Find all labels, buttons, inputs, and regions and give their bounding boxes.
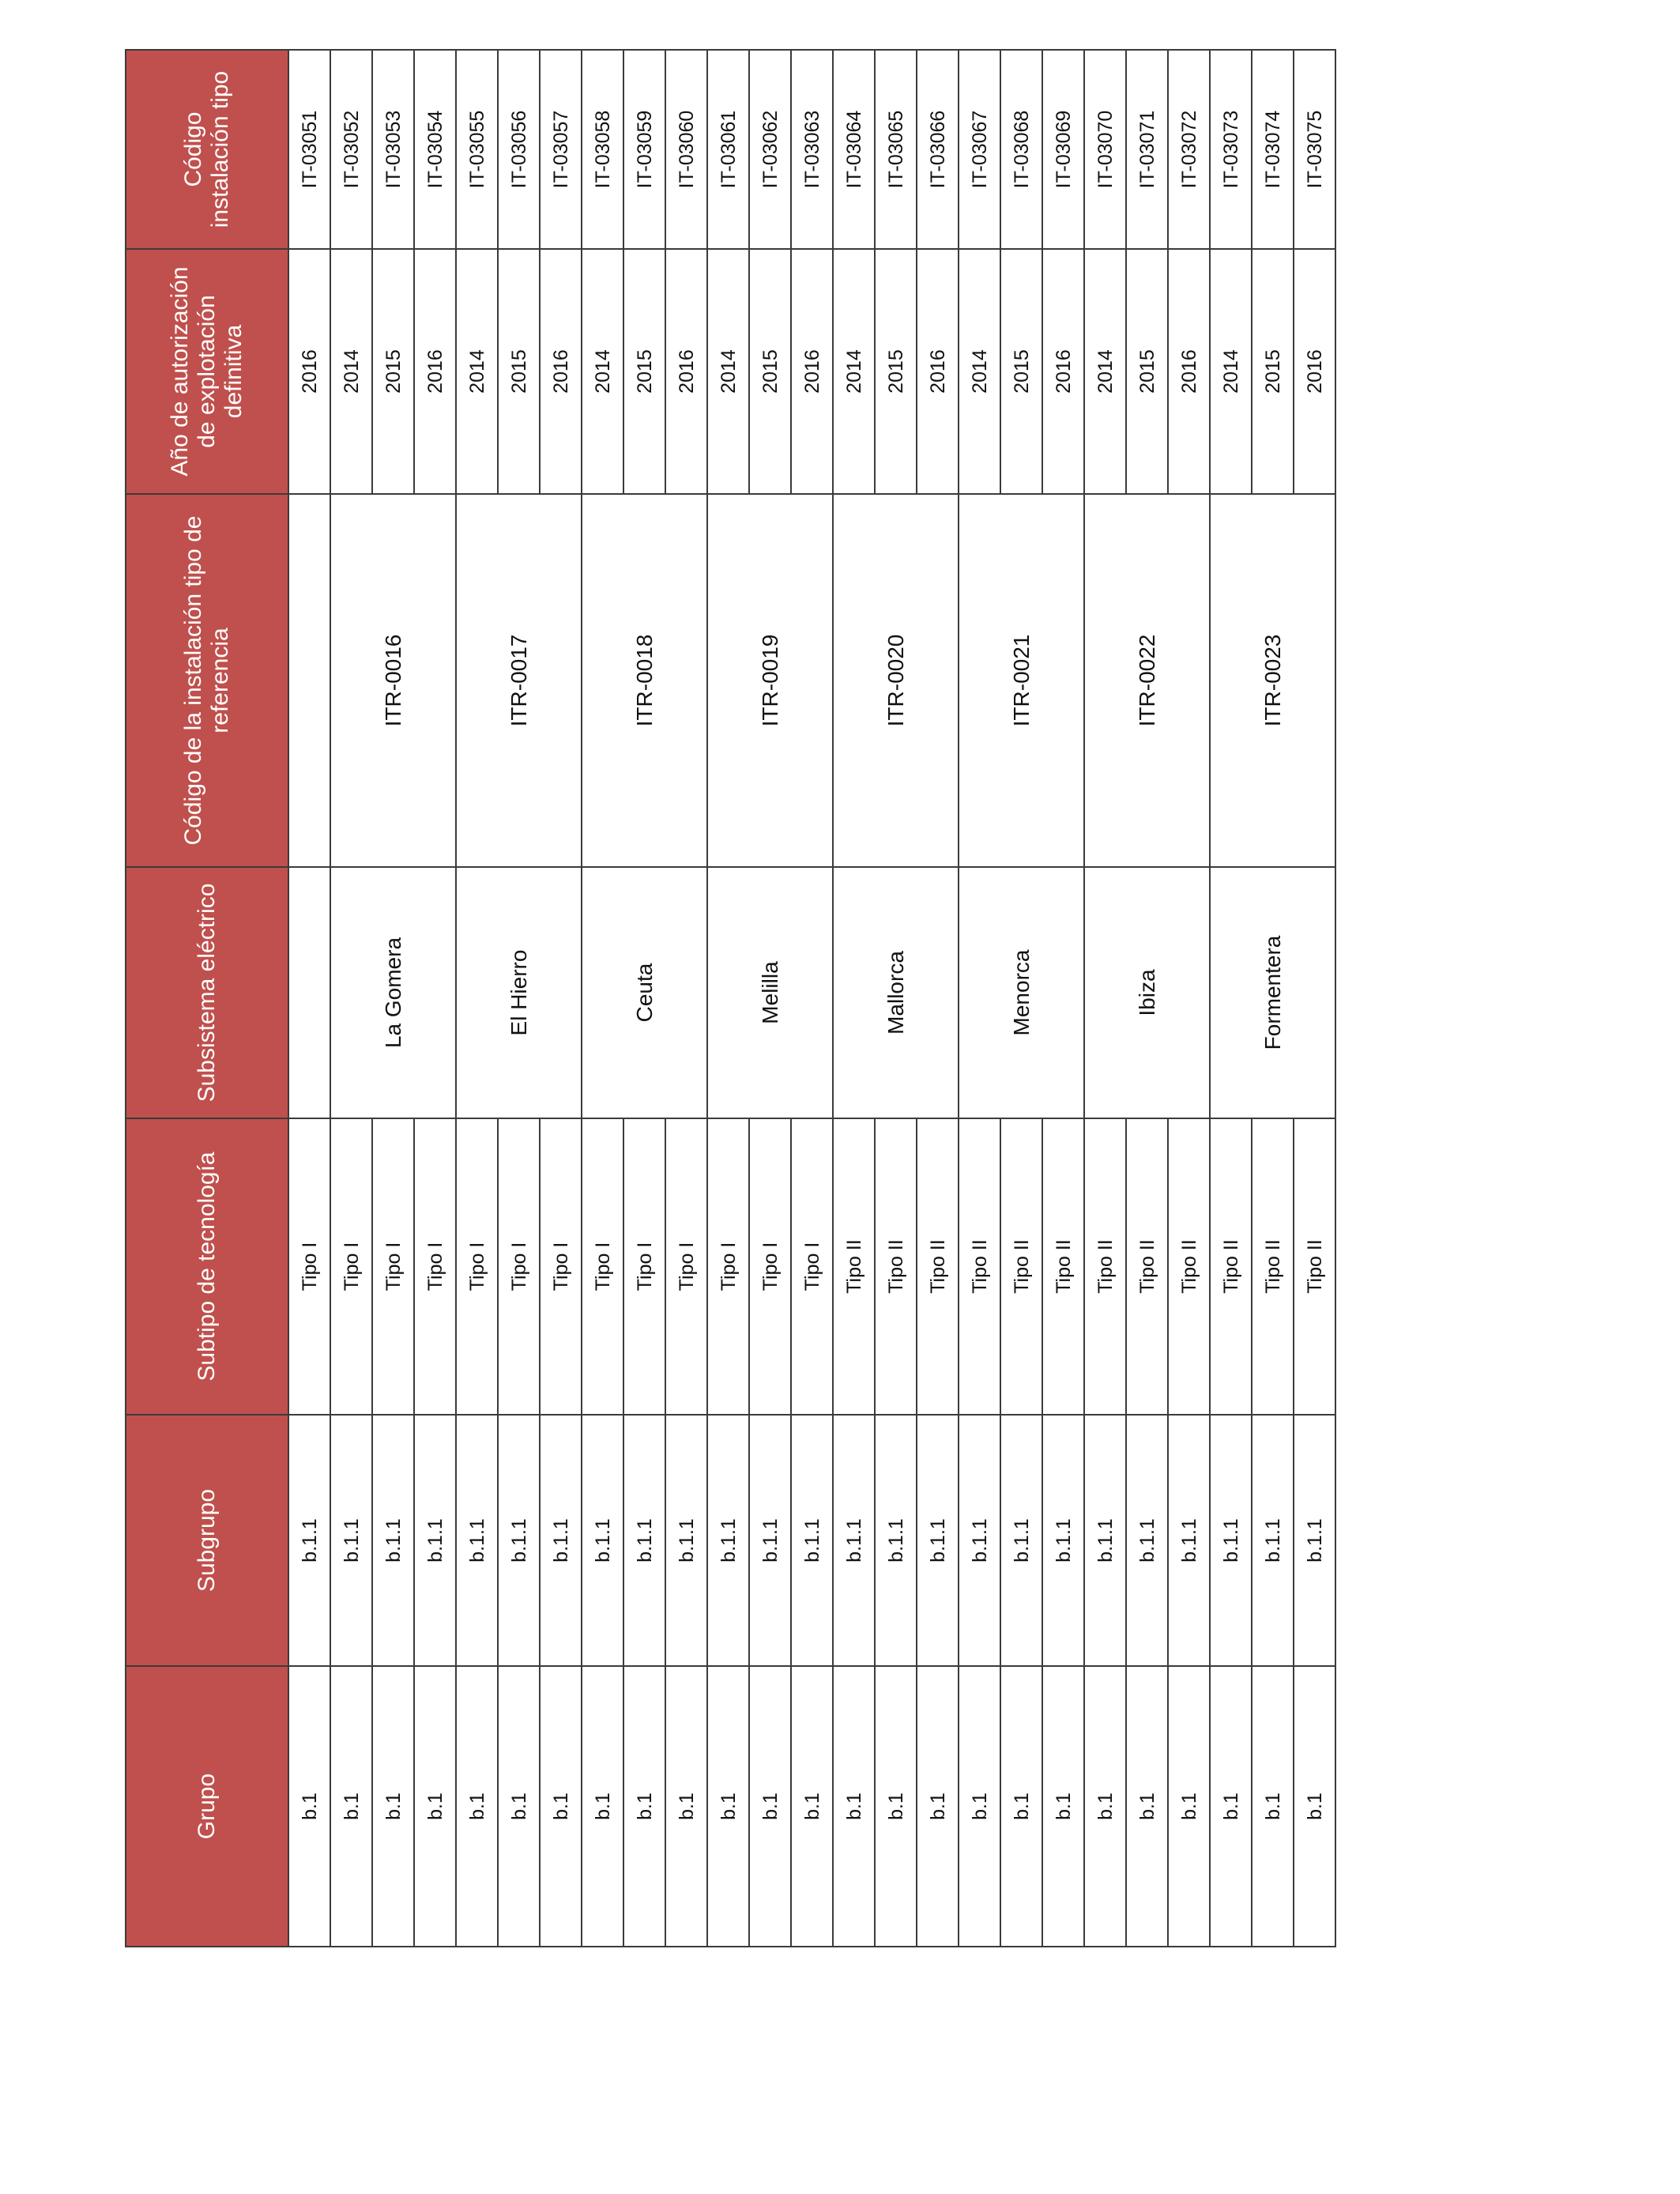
cell-grupo: b.1 bbox=[791, 1666, 833, 1947]
cell-grupo: b.1 bbox=[917, 1666, 959, 1947]
header-grupo: Grupo bbox=[126, 1666, 288, 1947]
cell-codigo-referencia: ITR-0018 bbox=[582, 494, 707, 867]
cell-grupo: b.1 bbox=[749, 1666, 791, 1947]
cell-grupo: b.1 bbox=[875, 1666, 917, 1947]
cell-grupo: b.1 bbox=[1294, 1666, 1335, 1947]
cell-subtipo: Tipo I bbox=[414, 1118, 456, 1415]
cell-subgrupo: b.1.1 bbox=[875, 1415, 917, 1666]
cell-subgrupo: b.1.1 bbox=[540, 1415, 582, 1666]
cell-anio: 2016 bbox=[1042, 249, 1084, 494]
cell-subgrupo: b.1.1 bbox=[959, 1415, 1000, 1666]
cell-subtipo: Tipo II bbox=[1210, 1118, 1252, 1415]
cell-subsistema bbox=[288, 867, 330, 1118]
cell-anio: 2016 bbox=[540, 249, 582, 494]
cell-grupo: b.1 bbox=[1168, 1666, 1210, 1947]
cell-subtipo: Tipo II bbox=[1042, 1118, 1084, 1415]
cell-anio: 2014 bbox=[959, 249, 1000, 494]
cell-codigo-referencia: ITR-0019 bbox=[707, 494, 833, 867]
header-subsistema-electrico: Subsistema eléctrico bbox=[126, 867, 288, 1118]
cell-subsistema: El Hierro bbox=[456, 867, 582, 1118]
cell-subgrupo: b.1.1 bbox=[665, 1415, 707, 1666]
cell-anio: 2014 bbox=[582, 249, 623, 494]
header-codigo-instalacion-referencia: Código de la instalación tipo de referencia bbox=[126, 494, 288, 867]
cell-codigo-referencia bbox=[288, 494, 330, 867]
cell-subtipo: Tipo II bbox=[875, 1118, 917, 1415]
cell-codigo-referencia: ITR-0021 bbox=[959, 494, 1084, 867]
cell-grupo: b.1 bbox=[414, 1666, 456, 1947]
cell-subtipo: Tipo I bbox=[540, 1118, 582, 1415]
cell-subgrupo: b.1.1 bbox=[498, 1415, 540, 1666]
table-row bbox=[1210, 50, 1252, 1947]
cell-codigo-tipo: IT-03058 bbox=[582, 50, 623, 249]
cell-anio: 2016 bbox=[665, 249, 707, 494]
cell-codigo-referencia: ITR-0022 bbox=[1084, 494, 1210, 867]
cell-subtipo: Tipo I bbox=[707, 1118, 749, 1415]
cell-grupo: b.1 bbox=[623, 1666, 665, 1947]
cell-codigo-referencia: ITR-0023 bbox=[1210, 494, 1335, 867]
table-row bbox=[582, 50, 623, 1947]
cell-anio: 2014 bbox=[1084, 249, 1126, 494]
cell-subsistema: Formentera bbox=[1210, 867, 1335, 1118]
cell-anio: 2015 bbox=[1000, 249, 1042, 494]
cell-codigo-tipo: IT-03059 bbox=[623, 50, 665, 249]
cell-subgrupo: b.1.1 bbox=[372, 1415, 414, 1666]
cell-subgrupo: b.1.1 bbox=[707, 1415, 749, 1666]
table-row bbox=[833, 50, 875, 1947]
cell-anio: 2016 bbox=[288, 249, 330, 494]
cell-grupo: b.1 bbox=[1252, 1666, 1294, 1947]
cell-codigo-tipo: IT-03062 bbox=[749, 50, 791, 249]
cell-codigo-tipo: IT-03060 bbox=[665, 50, 707, 249]
cell-subsistema: Mallorca bbox=[833, 867, 959, 1118]
installation-type-table bbox=[125, 49, 1336, 1947]
table-body bbox=[288, 50, 1335, 1947]
cell-anio: 2014 bbox=[456, 249, 498, 494]
cell-anio: 2015 bbox=[623, 249, 665, 494]
cell-grupo: b.1 bbox=[288, 1666, 330, 1947]
header-row bbox=[126, 50, 288, 1947]
cell-codigo-tipo: IT-03054 bbox=[414, 50, 456, 249]
cell-subgrupo: b.1.1 bbox=[623, 1415, 665, 1666]
table-row bbox=[959, 50, 1000, 1947]
cell-codigo-tipo: IT-03069 bbox=[1042, 50, 1084, 249]
table-row bbox=[1084, 50, 1126, 1947]
cell-subtipo: Tipo II bbox=[833, 1118, 875, 1415]
header-codigo-instalacion-tipo: Código instalación tipo bbox=[126, 50, 288, 249]
cell-grupo: b.1 bbox=[540, 1666, 582, 1947]
cell-subgrupo: b.1.1 bbox=[1210, 1415, 1252, 1666]
table-row bbox=[330, 50, 372, 1947]
cell-subtipo: Tipo I bbox=[665, 1118, 707, 1415]
cell-anio: 2016 bbox=[791, 249, 833, 494]
cell-subtipo: Tipo II bbox=[1000, 1118, 1042, 1415]
cell-subtipo: Tipo I bbox=[330, 1118, 372, 1415]
cell-grupo: b.1 bbox=[1000, 1666, 1042, 1947]
cell-codigo-tipo: IT-03073 bbox=[1210, 50, 1252, 249]
cell-codigo-tipo: IT-03074 bbox=[1252, 50, 1294, 249]
cell-subgrupo: b.1.1 bbox=[1294, 1415, 1335, 1666]
cell-codigo-tipo: IT-03067 bbox=[959, 50, 1000, 249]
cell-subtipo: Tipo II bbox=[1252, 1118, 1294, 1415]
cell-subtipo: Tipo I bbox=[582, 1118, 623, 1415]
cell-anio: 2015 bbox=[372, 249, 414, 494]
cell-grupo: b.1 bbox=[372, 1666, 414, 1947]
cell-subtipo: Tipo II bbox=[1084, 1118, 1126, 1415]
cell-anio: 2016 bbox=[917, 249, 959, 494]
cell-codigo-tipo: IT-03066 bbox=[917, 50, 959, 249]
cell-subgrupo: b.1.1 bbox=[1126, 1415, 1168, 1666]
cell-grupo: b.1 bbox=[1042, 1666, 1084, 1947]
cell-subtipo: Tipo I bbox=[456, 1118, 498, 1415]
cell-grupo: b.1 bbox=[707, 1666, 749, 1947]
cell-codigo-referencia: ITR-0017 bbox=[456, 494, 582, 867]
cell-codigo-tipo: IT-03052 bbox=[330, 50, 372, 249]
cell-grupo: b.1 bbox=[582, 1666, 623, 1947]
cell-codigo-tipo: IT-03055 bbox=[456, 50, 498, 249]
cell-codigo-tipo: IT-03068 bbox=[1000, 50, 1042, 249]
table-row bbox=[456, 50, 498, 1947]
cell-subtipo: Tipo II bbox=[917, 1118, 959, 1415]
cell-subgrupo: b.1.1 bbox=[330, 1415, 372, 1666]
cell-codigo-tipo: IT-03053 bbox=[372, 50, 414, 249]
cell-subgrupo: b.1.1 bbox=[414, 1415, 456, 1666]
cell-subtipo: Tipo I bbox=[498, 1118, 540, 1415]
cell-codigo-tipo: IT-03056 bbox=[498, 50, 540, 249]
cell-subsistema: Ibiza bbox=[1084, 867, 1210, 1118]
cell-grupo: b.1 bbox=[330, 1666, 372, 1947]
cell-subsistema: La Gomera bbox=[330, 867, 456, 1118]
cell-subtipo: Tipo II bbox=[959, 1118, 1000, 1415]
cell-anio: 2015 bbox=[875, 249, 917, 494]
cell-grupo: b.1 bbox=[1210, 1666, 1252, 1947]
table-row bbox=[707, 50, 749, 1947]
cell-anio: 2015 bbox=[1126, 249, 1168, 494]
cell-subgrupo: b.1.1 bbox=[1252, 1415, 1294, 1666]
cell-anio: 2015 bbox=[498, 249, 540, 494]
cell-subgrupo: b.1.1 bbox=[917, 1415, 959, 1666]
table-row bbox=[288, 50, 330, 1947]
cell-subtipo: Tipo II bbox=[1294, 1118, 1335, 1415]
cell-subgrupo: b.1.1 bbox=[456, 1415, 498, 1666]
cell-subsistema: Ceuta bbox=[582, 867, 707, 1118]
cell-codigo-tipo: IT-03071 bbox=[1126, 50, 1168, 249]
cell-grupo: b.1 bbox=[1126, 1666, 1168, 1947]
header-anio-autorizacion: Año de autorización de explotación definitiva bbox=[126, 249, 288, 494]
cell-grupo: b.1 bbox=[456, 1666, 498, 1947]
cell-anio: 2016 bbox=[1168, 249, 1210, 494]
cell-anio: 2016 bbox=[1294, 249, 1335, 494]
cell-anio: 2014 bbox=[1210, 249, 1252, 494]
cell-grupo: b.1 bbox=[1084, 1666, 1126, 1947]
header-subgrupo: Subgrupo bbox=[126, 1415, 288, 1666]
header-subtipo-tecnologia: Subtipo de tecnología bbox=[126, 1118, 288, 1415]
cell-grupo: b.1 bbox=[498, 1666, 540, 1947]
cell-subgrupo: b.1.1 bbox=[1084, 1415, 1126, 1666]
cell-codigo-tipo: IT-03072 bbox=[1168, 50, 1210, 249]
rotated-page-content bbox=[125, 70, 1326, 1947]
cell-subtipo: Tipo II bbox=[1168, 1118, 1210, 1415]
cell-grupo: b.1 bbox=[665, 1666, 707, 1947]
cell-grupo: b.1 bbox=[833, 1666, 875, 1947]
cell-subtipo: Tipo I bbox=[791, 1118, 833, 1415]
cell-anio: 2016 bbox=[414, 249, 456, 494]
cell-subgrupo: b.1.1 bbox=[288, 1415, 330, 1666]
cell-subgrupo: b.1.1 bbox=[1042, 1415, 1084, 1666]
cell-codigo-tipo: IT-03057 bbox=[540, 50, 582, 249]
table-header bbox=[126, 50, 288, 1947]
cell-subsistema: Menorca bbox=[959, 867, 1084, 1118]
cell-anio: 2015 bbox=[749, 249, 791, 494]
cell-subtipo: Tipo I bbox=[749, 1118, 791, 1415]
cell-subtipo: Tipo I bbox=[372, 1118, 414, 1415]
cell-codigo-tipo: IT-03051 bbox=[288, 50, 330, 249]
cell-anio: 2014 bbox=[707, 249, 749, 494]
cell-subgrupo: b.1.1 bbox=[1168, 1415, 1210, 1666]
cell-grupo: b.1 bbox=[959, 1666, 1000, 1947]
cell-codigo-tipo: IT-03065 bbox=[875, 50, 917, 249]
cell-subgrupo: b.1.1 bbox=[833, 1415, 875, 1666]
cell-codigo-referencia: ITR-0016 bbox=[330, 494, 456, 867]
cell-codigo-tipo: IT-03075 bbox=[1294, 50, 1335, 249]
cell-subgrupo: b.1.1 bbox=[749, 1415, 791, 1666]
cell-codigo-tipo: IT-03061 bbox=[707, 50, 749, 249]
cell-subgrupo: b.1.1 bbox=[1000, 1415, 1042, 1666]
cell-anio: 2014 bbox=[833, 249, 875, 494]
cell-codigo-tipo: IT-03064 bbox=[833, 50, 875, 249]
cell-codigo-tipo: IT-03063 bbox=[791, 50, 833, 249]
cell-subgrupo: b.1.1 bbox=[582, 1415, 623, 1666]
cell-subtipo: Tipo I bbox=[623, 1118, 665, 1415]
cell-subsistema: Melilla bbox=[707, 867, 833, 1118]
cell-anio: 2014 bbox=[330, 249, 372, 494]
cell-codigo-tipo: IT-03070 bbox=[1084, 50, 1126, 249]
cell-subgrupo: b.1.1 bbox=[791, 1415, 833, 1666]
cell-subtipo: Tipo II bbox=[1126, 1118, 1168, 1415]
cell-codigo-referencia: ITR-0020 bbox=[833, 494, 959, 867]
cell-subtipo: Tipo I bbox=[288, 1118, 330, 1415]
cell-anio: 2015 bbox=[1252, 249, 1294, 494]
